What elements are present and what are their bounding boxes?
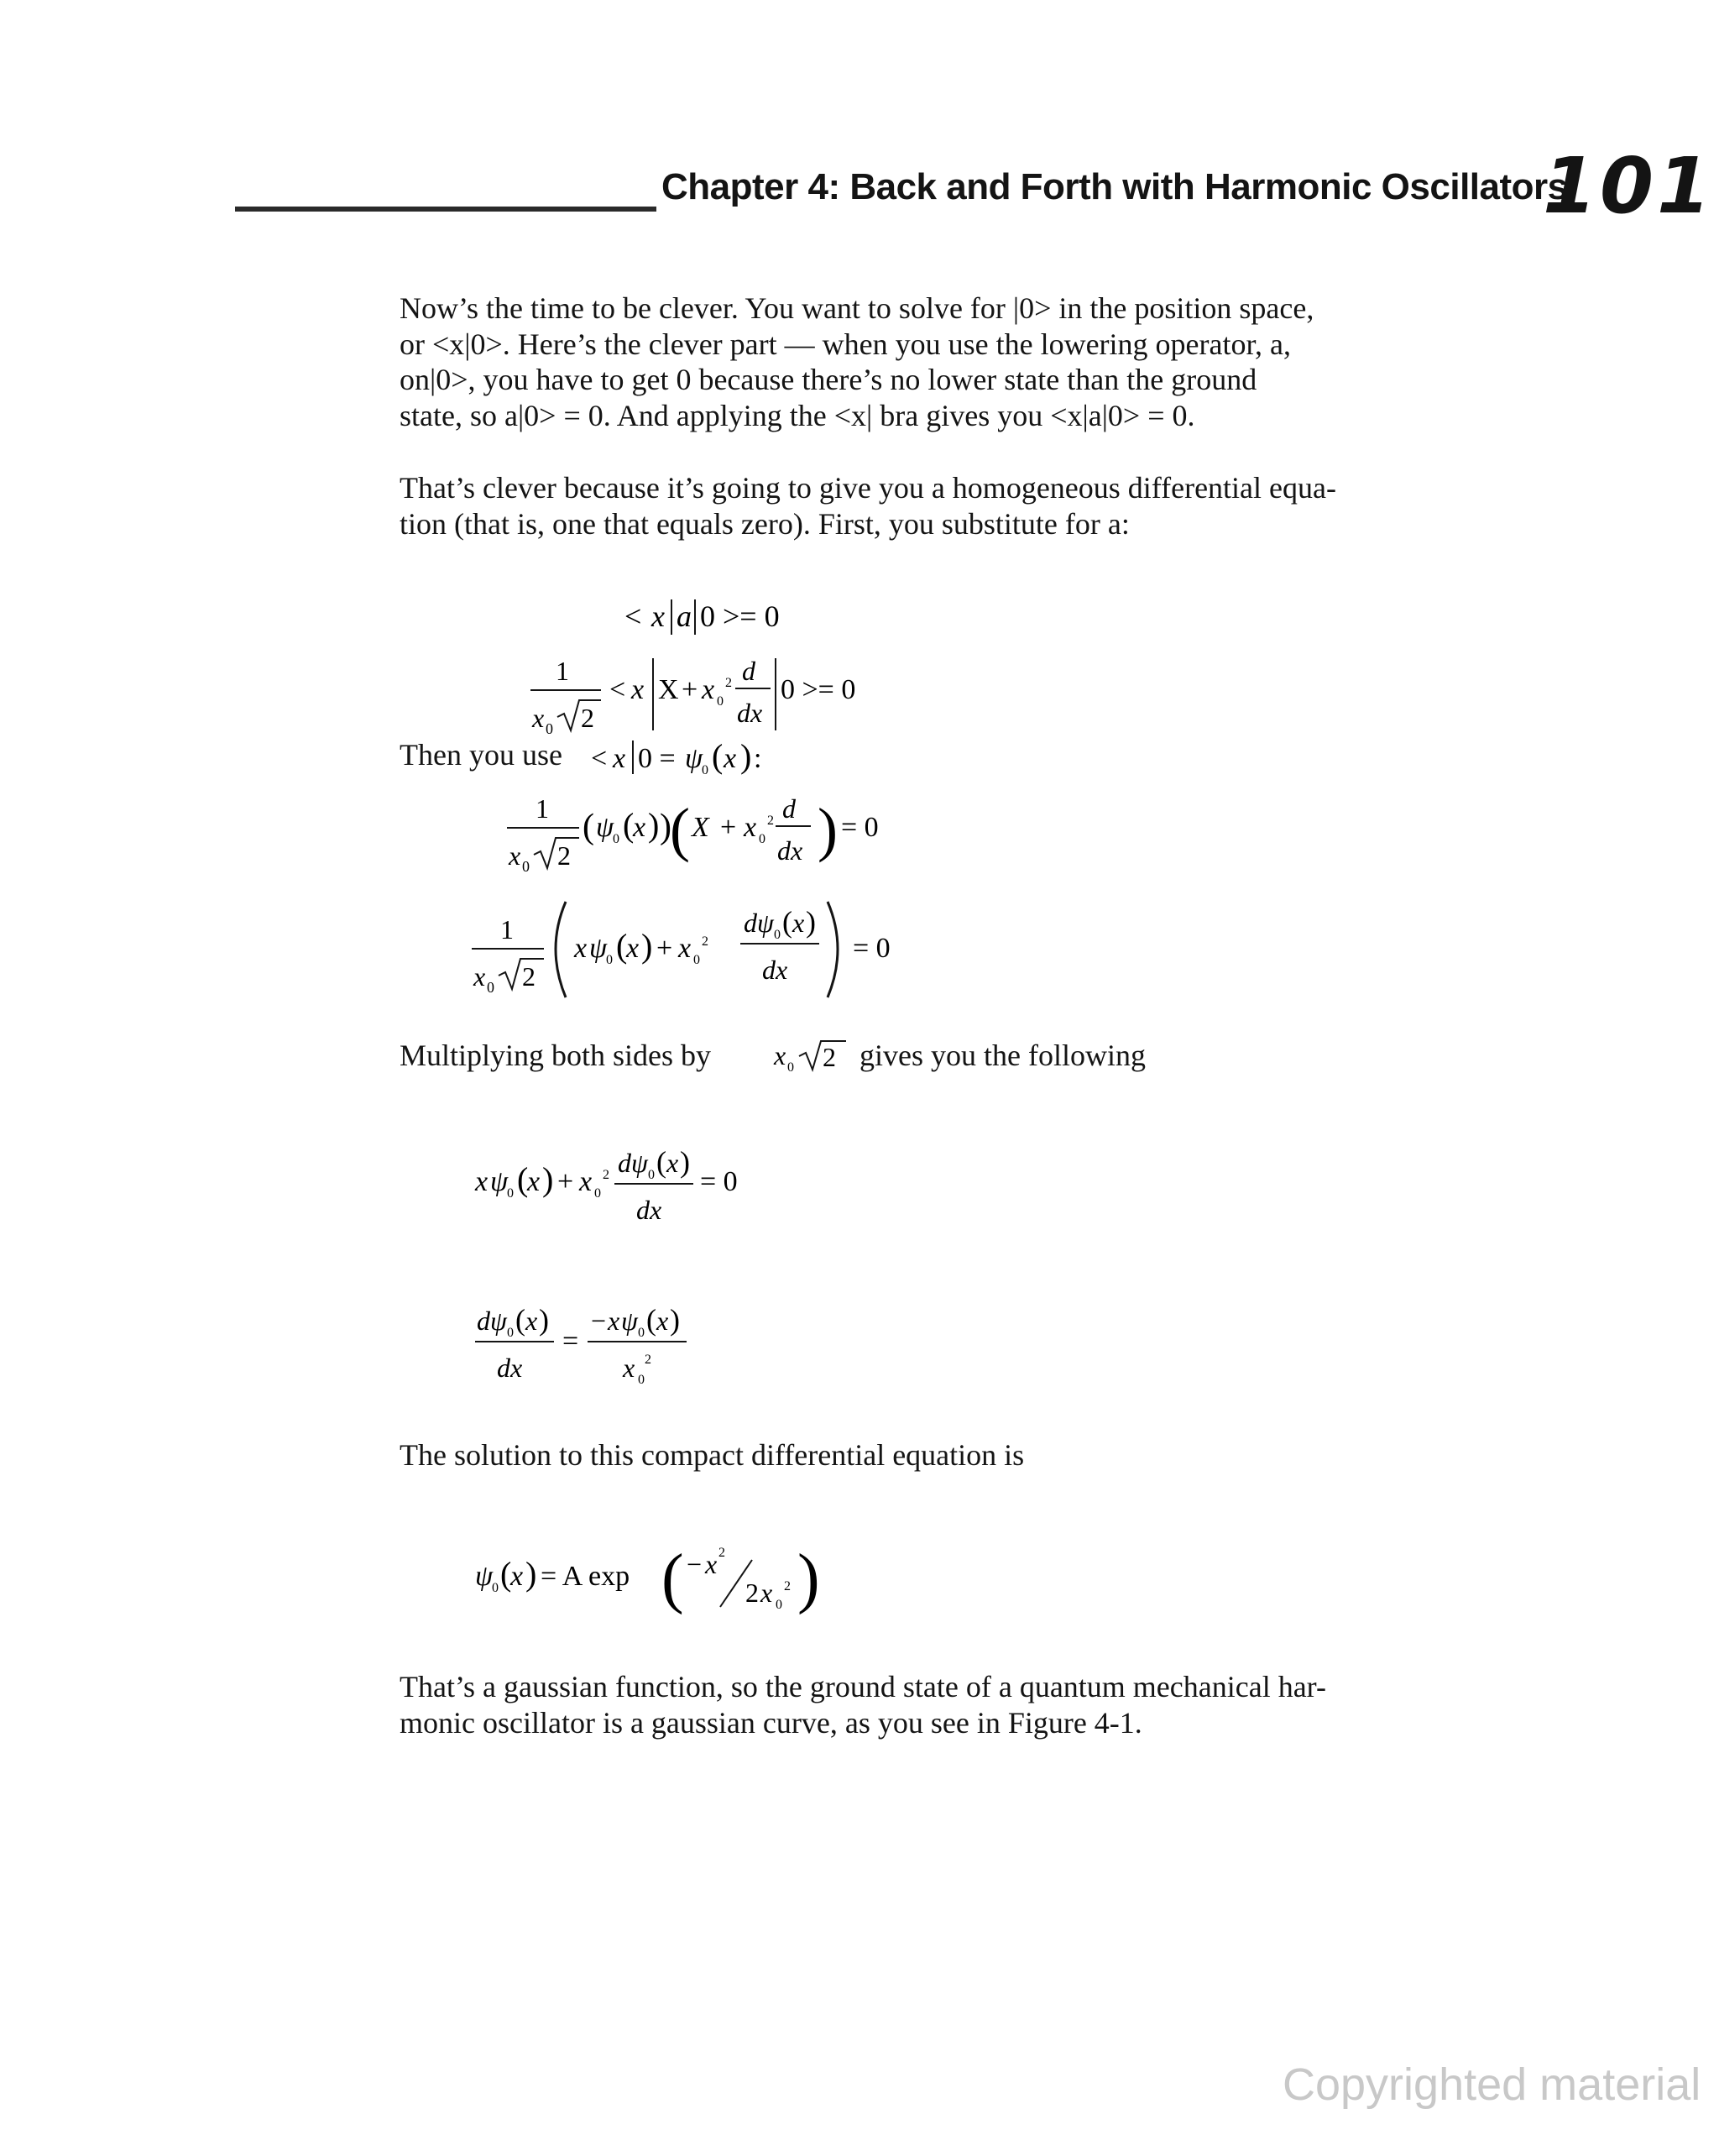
header-rule — [235, 207, 656, 212]
svg-text:(: ( — [656, 1145, 666, 1179]
svg-text:= A exp: = A exp — [541, 1561, 630, 1592]
paragraph-intro — [400, 290, 1499, 433]
svg-text:2: 2 — [645, 1353, 651, 1367]
paragraph-gaussian — [400, 1669, 1499, 1740]
equation-multiplier — [771, 1031, 851, 1076]
svg-text:0: 0 — [613, 832, 619, 846]
svg-text:0: 0 — [606, 953, 613, 967]
svg-text:0: 0 — [702, 763, 708, 777]
svg-text:0: 0 — [492, 1581, 499, 1595]
svg-text:ψ: ψ — [621, 1306, 638, 1336]
svg-text:x: x — [702, 674, 715, 705]
svg-text:x: x — [744, 812, 757, 843]
equation-wavefunction-definition — [588, 732, 806, 782]
svg-text:): ) — [806, 905, 816, 939]
text-line: tion (that is, one that equals zero). First, you substitute for a: — [400, 506, 1130, 541]
svg-text:): ) — [539, 1303, 549, 1337]
svg-text:2: 2 — [581, 703, 594, 733]
svg-text:(: ( — [670, 796, 690, 863]
svg-text:<: < — [624, 599, 642, 633]
svg-text:+: + — [682, 674, 698, 705]
svg-text:): ) — [525, 1555, 537, 1593]
svg-text::: : — [754, 743, 762, 774]
svg-text:(: ( — [646, 1303, 656, 1337]
svg-text:2: 2 — [718, 1546, 725, 1560]
svg-text:(: ( — [616, 927, 628, 965]
svg-text:dx: dx — [777, 835, 803, 866]
svg-text:(: ( — [661, 1541, 684, 1615]
svg-text:x: x — [509, 840, 521, 871]
equation-ode — [472, 1138, 824, 1231]
svg-text:): ) — [818, 796, 838, 863]
svg-text:): ) — [641, 927, 653, 965]
svg-text:x: x — [760, 1578, 773, 1608]
svg-text:2: 2 — [522, 961, 536, 992]
svg-text:0: 0 — [638, 1326, 645, 1340]
svg-text:0: 0 — [759, 832, 765, 846]
svg-text:x: x — [510, 1561, 524, 1592]
svg-text:ψ: ψ — [685, 743, 703, 774]
svg-text:x: x — [574, 933, 588, 964]
svg-text:(: ( — [515, 1303, 525, 1337]
text-line: on|0>, you have to get 0 because there’s no lower state than the ground — [400, 363, 1257, 396]
svg-text:x: x — [626, 933, 640, 964]
svg-text:dψ: dψ — [477, 1306, 507, 1336]
svg-text:ψ: ψ — [596, 812, 614, 843]
chapter-title: Chapter 4: Back and Forth with Harmonic Oscillators — [661, 166, 1568, 207]
text-line: Now’s the time to be clever. You want to solve for |0> in the position space, — [400, 291, 1314, 325]
svg-text:=: = — [562, 1326, 579, 1357]
svg-text:x: x — [792, 908, 805, 938]
text-line: state, so a|0> = 0. And applying the <x| bra gives you <x|a|0> = 0. — [400, 398, 1195, 432]
text-line: or <x|0>. Here’s the clever part — when you use the lowering operator, a, — [400, 327, 1292, 361]
text-line: That’s clever because it’s going to give you a homogeneous differential equa- — [400, 471, 1336, 505]
svg-text:0: 0 — [546, 720, 553, 737]
svg-text:x: x — [473, 961, 486, 992]
copyright-watermark: Copyrighted material — [1283, 2059, 1701, 2110]
svg-text:2: 2 — [725, 676, 732, 690]
svg-text:2: 2 — [603, 1168, 609, 1182]
svg-text:= 0: = 0 — [853, 933, 891, 964]
svg-text:x: x — [527, 1166, 541, 1197]
svg-text:): ) — [648, 806, 660, 844]
svg-text:x: x — [623, 1353, 635, 1383]
svg-text:x: x — [774, 1040, 786, 1070]
svg-text:(: ( — [517, 1160, 529, 1198]
svg-text:−: − — [591, 1306, 607, 1336]
svg-text:x: x — [525, 1306, 538, 1336]
svg-text:0: 0 — [638, 1373, 645, 1387]
svg-text:): ) — [542, 1160, 554, 1198]
paragraph-homogeneous — [400, 470, 1499, 542]
svg-text:x: x — [475, 1166, 489, 1197]
svg-text:): ) — [797, 1541, 820, 1615]
text-line: That’s a gaussian function, so the ground state of a quantum mechanical har- — [400, 1670, 1326, 1703]
svg-text:0: 0 — [787, 1060, 794, 1075]
equation-expanded — [467, 892, 937, 1009]
svg-text:+: + — [656, 933, 673, 964]
svg-text:0: 0 — [594, 1186, 601, 1201]
equation-operator-on-wavefunction — [500, 781, 937, 882]
svg-text:x: x — [678, 933, 692, 964]
svg-text:−: − — [687, 1549, 703, 1579]
then-you-use-line — [400, 737, 1499, 773]
svg-text:ψ: ψ — [475, 1561, 494, 1592]
svg-text:X: X — [658, 674, 679, 705]
svg-text:0: 0 — [776, 1598, 782, 1612]
svg-text:x: x — [579, 1166, 593, 1197]
svg-text:x: x — [608, 1306, 620, 1336]
svg-text:2: 2 — [823, 1042, 836, 1072]
svg-text:1: 1 — [536, 793, 549, 824]
then-you-use-text: Then you use — [400, 738, 562, 772]
svg-text:x: x — [613, 743, 626, 774]
svg-text:): ) — [660, 808, 671, 846]
svg-text:dx: dx — [762, 955, 788, 985]
svg-text:x: x — [631, 674, 645, 705]
svg-text:x: x — [532, 703, 545, 733]
solution-text: The solution to this compact differential equation is — [400, 1438, 1025, 1472]
svg-text:X: X — [692, 812, 709, 843]
svg-text:x: x — [705, 1549, 718, 1579]
svg-text:2: 2 — [745, 1578, 759, 1608]
svg-text:<: < — [591, 743, 608, 774]
svg-text:dψ: dψ — [618, 1148, 648, 1178]
gives-following-line — [860, 1038, 1447, 1074]
svg-text:<: < — [609, 674, 626, 705]
solution-line — [400, 1437, 1499, 1473]
text-line: monic oscillator is a gaussian curve, as you see in Figure 4-1. — [400, 1705, 1142, 1740]
svg-text:): ) — [670, 1303, 680, 1337]
svg-text:0: 0 — [774, 928, 781, 942]
svg-text:0 >= 0: 0 >= 0 — [700, 599, 780, 633]
svg-text:= 0: = 0 — [841, 812, 879, 843]
svg-text:(: ( — [623, 806, 635, 844]
svg-text:dx: dx — [737, 698, 763, 728]
multiplying-text: Multiplying both sides by — [400, 1039, 712, 1072]
svg-text:a: a — [677, 599, 692, 633]
svg-text:d: d — [782, 793, 796, 824]
svg-text:x: x — [656, 1306, 669, 1336]
svg-text:0: 0 — [507, 1326, 514, 1340]
svg-text:0: 0 — [717, 694, 724, 709]
svg-text:x: x — [651, 599, 665, 633]
svg-text:2: 2 — [767, 814, 774, 828]
svg-text:1: 1 — [556, 656, 569, 686]
svg-text:1: 1 — [500, 914, 514, 945]
equation-x-a-0 — [621, 593, 823, 640]
svg-text:0 >= 0: 0 >= 0 — [781, 674, 856, 705]
svg-text:0: 0 — [507, 1186, 514, 1201]
svg-text:= 0: = 0 — [700, 1166, 738, 1197]
svg-text:2: 2 — [557, 840, 571, 871]
svg-text:(: ( — [712, 737, 724, 775]
svg-text:): ) — [680, 1145, 690, 1179]
svg-text:0 =: 0 = — [638, 743, 676, 774]
svg-text:2: 2 — [784, 1579, 791, 1593]
page-number: 101 — [1543, 141, 1715, 231]
svg-text:0: 0 — [522, 858, 530, 875]
equation-separated — [473, 1296, 759, 1389]
equation-gaussian-solution — [472, 1531, 858, 1624]
svg-text:): ) — [740, 737, 752, 775]
svg-text:+: + — [720, 812, 737, 843]
svg-text:+: + — [557, 1166, 574, 1197]
svg-text:ψ: ψ — [589, 933, 608, 964]
svg-text:0: 0 — [648, 1168, 655, 1182]
svg-text:(: ( — [500, 1555, 512, 1593]
svg-text:dψ: dψ — [744, 908, 774, 938]
svg-text:(: ( — [583, 808, 594, 846]
svg-text:(: ( — [782, 905, 792, 939]
svg-text:dx: dx — [636, 1195, 662, 1225]
svg-text:x: x — [633, 812, 646, 843]
svg-text:d: d — [742, 656, 755, 686]
svg-text:x: x — [724, 743, 737, 774]
svg-text:0: 0 — [487, 979, 494, 996]
svg-text:ψ: ψ — [490, 1166, 509, 1197]
gives-following-text: gives you the following — [860, 1039, 1146, 1072]
svg-text:dx: dx — [497, 1353, 523, 1383]
svg-text:2: 2 — [702, 934, 708, 949]
svg-text:x: x — [666, 1148, 679, 1178]
svg-text:0: 0 — [693, 953, 700, 967]
